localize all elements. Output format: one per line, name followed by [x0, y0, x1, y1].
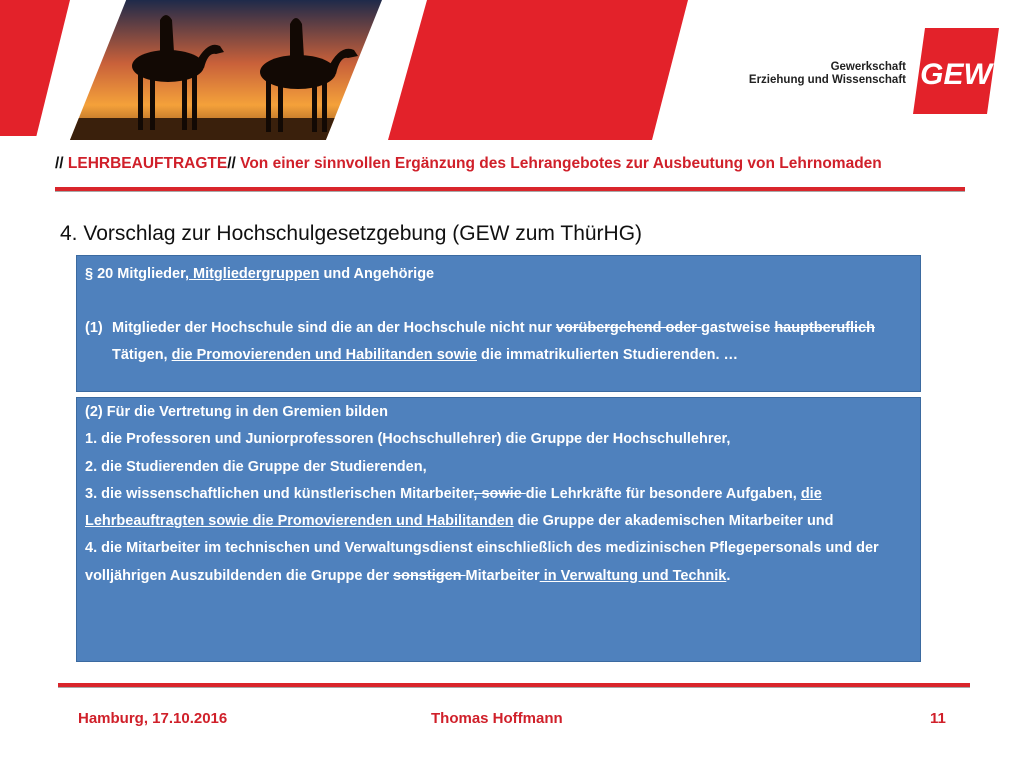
- law-text-box-2: [76, 397, 921, 662]
- camel-caravan-photo: [70, 0, 382, 140]
- g4-deleted: sonstigen: [393, 567, 466, 584]
- p1-text-c: Tätigen,: [112, 347, 172, 363]
- banner-red-shape-left: [0, 0, 70, 136]
- g4-inserted: in Verwaltung und Technik: [539, 567, 727, 584]
- footer-author: Thomas Hoffmann: [431, 710, 563, 727]
- organization-name-line1: Gewerkschaft: [830, 61, 906, 73]
- slide-subtitle: [55, 155, 882, 173]
- p1-inserted: die Promovierenden und Habilitanden sowie: [171, 347, 477, 363]
- p1-deleted-a: vorübergehend oder: [555, 320, 701, 336]
- paragraph-1-number: (1): [85, 320, 103, 336]
- slide-heading: 4. Vorschlag zur Hochschulgesetzgebung (GEW zum ThürHG): [60, 222, 643, 245]
- p1-text-a: Mitglieder der Hochschule sind die an der Hochschule nicht nur: [112, 320, 556, 336]
- group-1-line: 1. die Professoren und Juniorprofessoren (Hochschullehrer) die Gruppe der Hochschullehrer,: [85, 431, 731, 448]
- subtitle-text: Von einer sinnvollen Ergänzung des Lehrangebotes zur Ausbeutung von Lehrnomaden: [240, 155, 882, 172]
- p1-text-b: gastweise: [700, 320, 775, 336]
- organization-name: [749, 61, 906, 87]
- g3-text-b: die Lehrkräfte für besondere Aufgaben,: [525, 485, 801, 502]
- organization-name-line2: Erziehung und Wissenschaft: [748, 74, 906, 86]
- g3-deleted: , sowie: [473, 485, 526, 502]
- g3-text-c: die Gruppe der akademischen Mitarbeiter und: [513, 513, 834, 530]
- g4-text-b: Mitarbeiter: [465, 567, 540, 584]
- law-text-box-1: [76, 255, 921, 392]
- g3-inserted: die Lehrbeauftragten sowie die Promovierenden und Habilitanden: [85, 485, 822, 530]
- gew-logo: [913, 28, 999, 114]
- bottom-divider: [58, 683, 970, 688]
- gew-logo-text: GEW: [920, 58, 992, 91]
- g4-text-a: 4. die Mitarbeiter im technischen und Verwaltungsdienst einschließlich des medizinischen Pflegepersonals und der volljährigen Auszubildenden die Gruppe der: [85, 540, 879, 584]
- section-title-inserted: , Mitgliedergruppen: [184, 266, 320, 282]
- group-2-line: 2. die Studierenden die Gruppe der Studierenden,: [85, 458, 427, 475]
- section-title: [85, 261, 912, 288]
- p1-text-d: die immatrikulierten Studierenden. …: [476, 347, 739, 363]
- subtitle-keyword: LEHRBEAUFTRAGTE: [67, 155, 228, 172]
- g4-text-c: .: [726, 567, 731, 584]
- subtitle-slashes-open: //: [55, 155, 68, 172]
- page-number: 11: [930, 710, 946, 727]
- top-divider: [55, 187, 965, 192]
- subtitle-slashes-sep: //: [227, 155, 241, 172]
- section-title-part-1: § 20 Mitglieder: [85, 266, 185, 282]
- g3-text-a: 3. die wissenschaftlichen und künstlerischen Mitarbeiter: [85, 485, 474, 502]
- banner-red-shape-middle: [388, 0, 688, 140]
- paragraph-1: [85, 315, 912, 369]
- section-title-part-2: und Angehörige: [319, 266, 435, 282]
- p1-deleted-b: hauptberuflich: [774, 320, 876, 336]
- group-4-line: [85, 535, 912, 590]
- paragraph-2-intro: (2) Für die Vertretung in den Gremien bilden: [85, 404, 388, 420]
- footer-date: Hamburg, 17.10.2016: [78, 710, 228, 727]
- paragraph-1-text: [112, 315, 912, 369]
- group-3-line: [85, 481, 912, 536]
